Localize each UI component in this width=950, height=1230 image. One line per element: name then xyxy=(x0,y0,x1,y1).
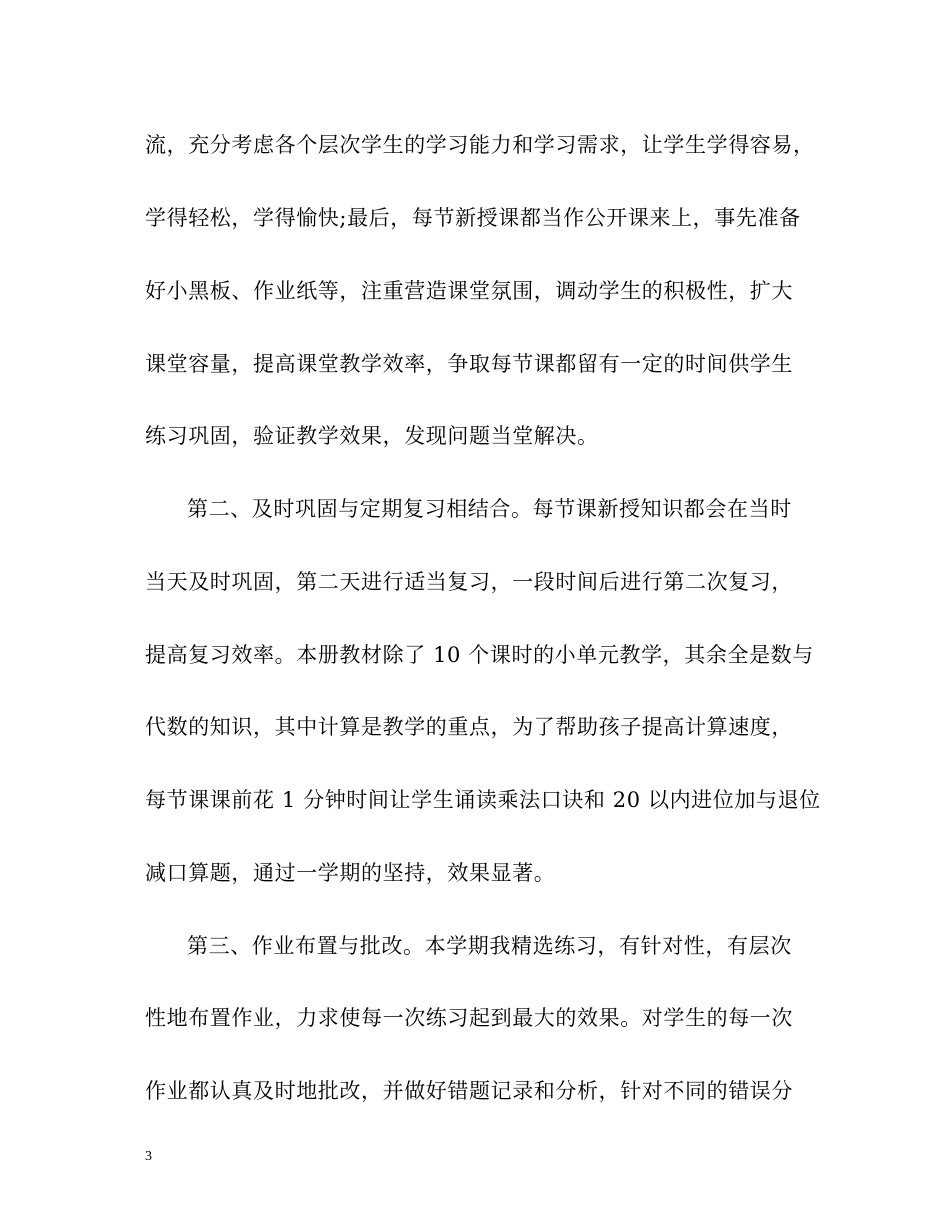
paragraph-start-line: 第三、作业布置与批改。本学期我精选练习，有针对性，有层次 xyxy=(187,934,792,958)
text-line: 性地布置作业，力求使每一次练习起到最大的效果。对学生的每一次 xyxy=(145,1006,793,1030)
paragraph-start-line: 第二、及时巩固与定期复习相结合。每节课新授知识都会在当时 xyxy=(187,497,792,521)
text-line: 代数的知识，其中计算是教学的重点，为了帮助孩子提高计算速度， xyxy=(145,715,793,739)
text-line: 每节课课前花 1 分钟时间让学生诵读乘法口诀和 20 以内进位加与退位 xyxy=(145,788,821,812)
text-line: 好小黑板、作业纸等，注重营造课堂氛围，调动学生的积极性，扩大 xyxy=(145,279,793,303)
text-line: 流，充分考虑各个层次学生的学习能力和学习需求，让学生学得容易， xyxy=(145,133,815,157)
text-line: 当天及时巩固，第二天进行适当复习，一段时间后进行第二次复习， xyxy=(145,570,793,594)
text-line: 课堂容量，提高课堂教学效率，争取每节课都留有一定的时间供学生 xyxy=(145,352,793,376)
text-line: 提高复习效率。本册教材除了 10 个课时的小单元教学，其余全是数与 xyxy=(145,643,814,667)
text-line: 学得轻松，学得愉快;最后，每节新授课都当作公开课来上，事先准备 xyxy=(145,206,801,230)
page-number: 3 xyxy=(145,1149,152,1164)
text-line: 作业都认真及时地批改，并做好错题记录和分析，针对不同的错误分 xyxy=(145,1079,793,1103)
text-line: 减口算题，通过一学期的坚持，效果显著。 xyxy=(145,861,556,885)
text-line: 练习巩固，验证教学效果，发现问题当堂解决。 xyxy=(145,424,599,448)
